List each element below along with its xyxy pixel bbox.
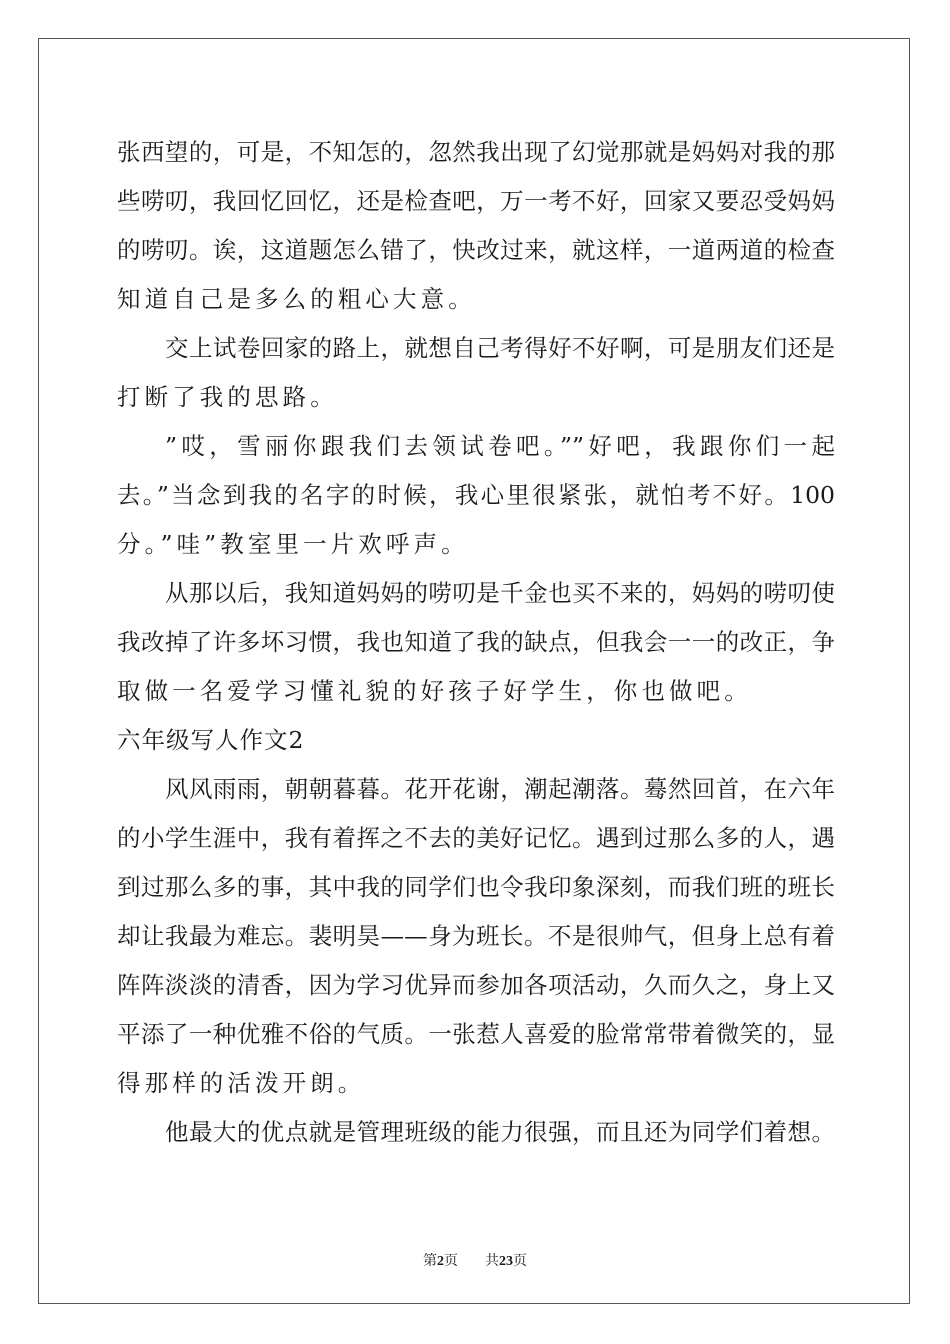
total-pages: 23 xyxy=(498,1254,513,1269)
text-line: 些唠叨，我回忆回忆，还是检查吧，万一考不好，回家又要忍受妈妈 xyxy=(117,187,835,215)
text-line: 阵阵淡淡的清香，因为学习优异而参加各项活动，久而久之，身上又 xyxy=(117,971,835,999)
page-number: 2 xyxy=(437,1254,445,1269)
text-line: 平添了一种优雅不俗的气质。一张惹人喜爱的脸常常带着微笑的，显 xyxy=(117,1020,835,1048)
text-line: 取做一名爱学习懂礼貌的好孩子好学生，你也做吧。 xyxy=(117,677,752,705)
text-line: 我改掉了许多坏习惯，我也知道了我的缺点，但我会一一的改正，争 xyxy=(117,628,835,656)
total-label: 共 xyxy=(484,1253,499,1269)
text-line: 的唠叨。诶，这道题怎么错了，快改过来，就这样，一道两道的检查 xyxy=(117,236,835,264)
text-line: 去。”当念到我的名字的时候，我心里很紧张，就怕考不好。100 xyxy=(117,481,835,509)
text-line: 风风雨雨，朝朝暮暮。花开花谢，潮起潮落。蓦然回首，在六年 xyxy=(165,775,835,803)
text-line: 分。”哇”教室里一片欢呼声。 xyxy=(117,530,469,558)
text-line: 的小学生涯中，我有着挥之不去的美好记忆。遇到过那么多的人，遇 xyxy=(117,824,835,852)
text-line: 交上试卷回家的路上，就想自己考得好不好啊，可是朋友们还是 xyxy=(165,334,835,362)
text-line: 知道自己是多么的粗心大意。 xyxy=(117,285,476,313)
text-line: 到过那么多的事，其中我的同学们也令我印象深刻，而我们班的班长 xyxy=(117,873,835,901)
text-line: ”哎，雪丽你跟我们去领试卷吧。””好吧，我跟你们一起 xyxy=(165,432,835,460)
text-line: 他最大的优点就是管理班级的能力很强，而且还为同学们着想。 xyxy=(165,1118,835,1146)
text-line: 却让我最为难忘。裴明昊——身为班长。不是很帅气，但身上总有着 xyxy=(117,922,835,950)
text-line: 打断了我的思路。 xyxy=(117,383,338,411)
page-label: 第 xyxy=(423,1253,438,1269)
document-body xyxy=(117,128,835,1157)
page-footer xyxy=(0,1250,950,1270)
total-unit: 页 xyxy=(512,1253,527,1269)
page-unit: 页 xyxy=(444,1253,459,1269)
section-heading: 六年级写人作文2 xyxy=(117,726,305,754)
text-line: 张西望的，可是，不知怎的，忽然我出现了幻觉那就是妈妈对我的那 xyxy=(117,138,835,166)
text-line: 得那样的活泼开朗。 xyxy=(117,1069,366,1097)
text-line: 从那以后，我知道妈妈的唠叨是千金也买不来的，妈妈的唠叨使 xyxy=(165,579,835,607)
